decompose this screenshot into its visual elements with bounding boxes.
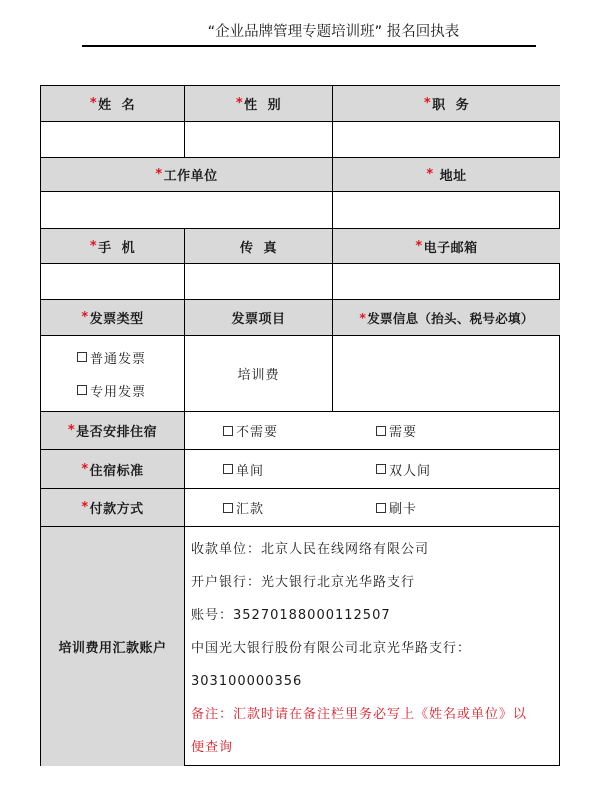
payee-line: 收款单位：北京人民在线网络有限公司 <box>191 542 430 557</box>
invoice-info-header <box>333 300 560 336</box>
position-field[interactable] <box>333 122 560 158</box>
email-header <box>333 229 560 264</box>
position-header <box>333 86 560 122</box>
checkbox-icon[interactable] <box>376 426 386 436</box>
invoice-type-options <box>41 336 185 412</box>
invoice-item-label: 发票项目 <box>231 312 286 327</box>
room-option-double-label: 双人间 <box>389 463 432 479</box>
mobile-label: 手 机 <box>98 240 136 256</box>
name-header <box>41 86 185 122</box>
checkbox-icon[interactable] <box>223 426 233 436</box>
bank-line: 开户银行：光大银行北京光华路支行 <box>191 575 416 590</box>
room-option-single[interactable] <box>223 460 264 479</box>
accommodation-label: 是否安排住宿 <box>76 425 158 440</box>
invoice-option-special[interactable] <box>77 381 146 400</box>
work-unit-label: 工作单位 <box>163 169 218 184</box>
fax-header <box>185 229 333 264</box>
invoice-type-header <box>41 300 185 336</box>
required-star: * <box>81 500 89 515</box>
mobile-field[interactable] <box>41 264 185 300</box>
required-star: * <box>81 310 89 325</box>
form-title: “企业品牌管理专题培训班” 报名回执表 <box>207 24 460 40</box>
required-star: * <box>235 96 244 111</box>
accommodation-option-no-label: 不需要 <box>236 425 279 440</box>
gender-header <box>185 86 333 122</box>
mobile-header <box>41 229 185 264</box>
checkbox-icon[interactable] <box>77 352 87 362</box>
accommodation-header <box>41 412 185 450</box>
address-header <box>333 158 560 192</box>
payment-method-label: 付款方式 <box>89 502 144 517</box>
invoice-item-header <box>185 300 333 336</box>
checkbox-icon[interactable] <box>223 503 233 513</box>
work-unit-field[interactable] <box>41 192 333 229</box>
room-standard-options <box>185 450 560 489</box>
accommodation-options <box>185 412 560 450</box>
required-star: * <box>155 167 163 182</box>
invoice-info-label: 发票信息（抬头、税号必填） <box>367 310 534 326</box>
work-unit-header <box>41 158 333 192</box>
accommodation-option-yes-label: 需要 <box>389 425 418 440</box>
required-star: * <box>89 96 98 111</box>
payment-account-header <box>41 527 185 766</box>
required-star: * <box>423 96 432 111</box>
room-standard-header <box>41 450 185 489</box>
required-star: * <box>415 238 423 254</box>
gender-field[interactable] <box>185 122 333 158</box>
email-label: 电子邮箱 <box>423 240 478 256</box>
gender-label: 性 别 <box>244 98 282 113</box>
checkbox-icon[interactable] <box>376 503 386 513</box>
invoice-type-label: 发票类型 <box>89 312 144 327</box>
required-star: * <box>89 238 98 254</box>
invoice-option-special-label: 专用发票 <box>90 384 147 400</box>
address-label: 地址 <box>439 169 467 184</box>
registration-form <box>40 85 560 766</box>
fax-label: 传 真 <box>239 240 278 256</box>
required-star: * <box>426 167 434 182</box>
invoice-item-value: 培训费 <box>185 336 333 412</box>
position-label: 职 务 <box>432 98 470 113</box>
account-number-line: 账号：35270188000112507 <box>191 608 391 623</box>
checkbox-icon[interactable] <box>376 464 386 474</box>
title-underline <box>82 45 536 47</box>
payment-account-details <box>185 527 560 766</box>
accommodation-option-no[interactable] <box>223 421 278 440</box>
remark-line-continued: 便查询 <box>191 740 234 755</box>
bank-code-line: 303100000356 <box>191 674 303 689</box>
room-option-single-label: 单间 <box>236 463 265 479</box>
bank-branch-line: 中国光大银行股份有限公司北京光华路支行： <box>191 641 472 656</box>
fax-field[interactable] <box>185 264 333 300</box>
payment-option-card[interactable] <box>376 498 417 517</box>
required-star: * <box>359 310 367 325</box>
accommodation-option-yes[interactable] <box>376 421 417 440</box>
payment-option-transfer-label: 汇款 <box>236 502 265 517</box>
payment-option-transfer[interactable] <box>223 498 264 517</box>
remark-line: 备注：汇款时请在备注栏里务必写上《姓名或单位》以 <box>191 707 528 722</box>
checkbox-icon[interactable] <box>223 464 233 474</box>
invoice-option-general[interactable] <box>77 348 146 367</box>
room-option-double[interactable] <box>376 460 431 479</box>
name-label: 姓 名 <box>98 98 136 113</box>
required-star: * <box>81 461 89 477</box>
payment-method-options <box>185 489 560 527</box>
email-field[interactable] <box>333 264 560 300</box>
payment-option-card-label: 刷卡 <box>389 502 418 517</box>
payment-account-label: 培训费用汇款账户 <box>58 641 167 656</box>
name-field[interactable] <box>41 122 185 158</box>
checkbox-icon[interactable] <box>77 385 87 395</box>
room-standard-label: 住宿标准 <box>89 463 144 479</box>
invoice-option-general-label: 普通发票 <box>90 351 147 367</box>
payment-method-header <box>41 489 185 527</box>
required-star: * <box>67 423 76 438</box>
address-field[interactable] <box>333 192 560 229</box>
invoice-info-field[interactable] <box>333 336 560 412</box>
